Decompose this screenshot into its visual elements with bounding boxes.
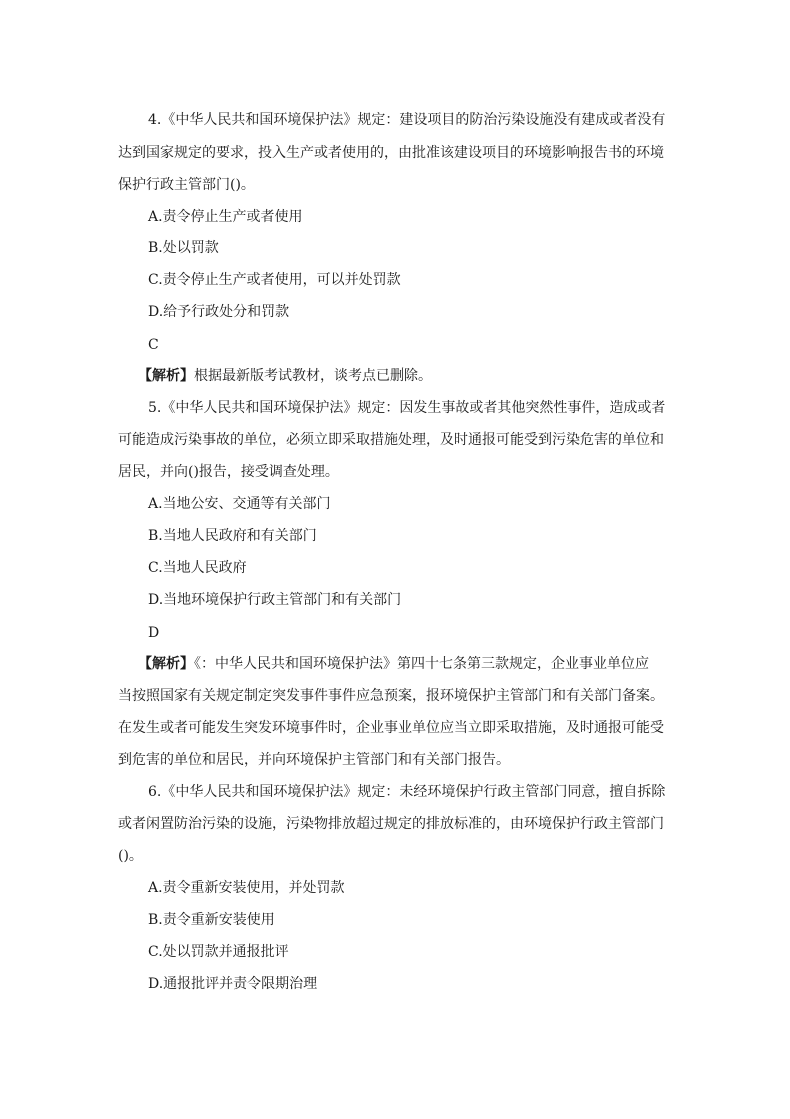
q6-option-b: B.责令重新安装使用 xyxy=(148,912,275,928)
q4-option-b: B.处以罚款 xyxy=(148,240,219,256)
q5-option-c: C.当地人民政府 xyxy=(148,560,247,576)
analysis-text: 《：中华人民共和国环境保护法》第四十七条第三款规定，企业事业单位应 xyxy=(194,656,649,672)
q5-answer: D xyxy=(148,625,160,641)
q5-analysis-line-4: 到危害的单位和居民，并向环境保护主管部门和有关部门报告。 xyxy=(118,752,510,768)
q4-analysis-line-1 xyxy=(138,366,432,386)
q4-stem-line-3: 保护行政主管部门()。 xyxy=(118,177,255,193)
q4-option-d: D.给予行政处分和罚款 xyxy=(148,304,290,320)
q5-stem-line-2: 可能造成污染事故的单位，必须立即采取措施处理，及时通报可能受到污染危害的单位和 xyxy=(118,432,664,448)
analysis-text: 根据最新版考试教材，谈考点已删除。 xyxy=(194,368,432,384)
q5-option-b: B.当地人民政府和有关部门 xyxy=(148,528,317,544)
q4-option-a: A.责令停止生产或者使用 xyxy=(148,209,303,225)
q6-stem-line-3: ()。 xyxy=(118,848,143,864)
analysis-label: 【解析】 xyxy=(138,368,194,384)
analysis-label: 【解析】 xyxy=(138,656,194,672)
q5-analysis-line-2: 当按照国家有关规定制定突发事件事件应急预案，报环境保护主管部门和有关部门备案。 xyxy=(118,688,664,704)
q6-stem-line-2: 或者闲置防治污染的设施，污染物排放超过规定的排放标准的，由环境保护行政主管部门 xyxy=(118,816,664,832)
q6-option-c: C.处以罚款并通报批评 xyxy=(148,944,289,960)
q6-option-d: D.通报批评并责令限期治理 xyxy=(148,976,318,992)
q5-analysis-line-1 xyxy=(138,654,649,674)
q4-option-c: C.责令停止生产或者使用，可以并处罚款 xyxy=(148,272,401,288)
q5-analysis-line-3: 在发生或者可能发生突发环境事件时，企业事业单位应当立即采取措施，及时通报可能受 xyxy=(118,720,664,736)
q4-answer: C xyxy=(148,337,159,353)
q5-stem-line-1: 5.《中华人民共和国环境保护法》规定：因发生事故或者其他突然性事件，造成或者 xyxy=(148,400,666,416)
q5-option-a: A.当地公安、交通等有关部门 xyxy=(148,496,331,512)
q6-option-a: A.责令重新安装使用，并处罚款 xyxy=(148,880,345,896)
q5-stem-line-3: 居民，并向()报告，接受调查处理。 xyxy=(118,464,339,480)
q5-option-d: D.当地环境保护行政主管部门和有关部门 xyxy=(148,592,402,608)
q4-stem-line-2: 达到国家规定的要求，投入生产或者使用的，由批准该建设项目的环境影响报告书的环境 xyxy=(118,145,664,161)
q4-stem-line-1: 4.《中华人民共和国环境保护法》规定：建设项目的防治污染设施没有建成或者没有 xyxy=(148,112,666,128)
q6-stem-line-1: 6.《中华人民共和国环境保护法》规定：未经环境保护行政主管部门同意，擅自拆除 xyxy=(148,784,666,800)
